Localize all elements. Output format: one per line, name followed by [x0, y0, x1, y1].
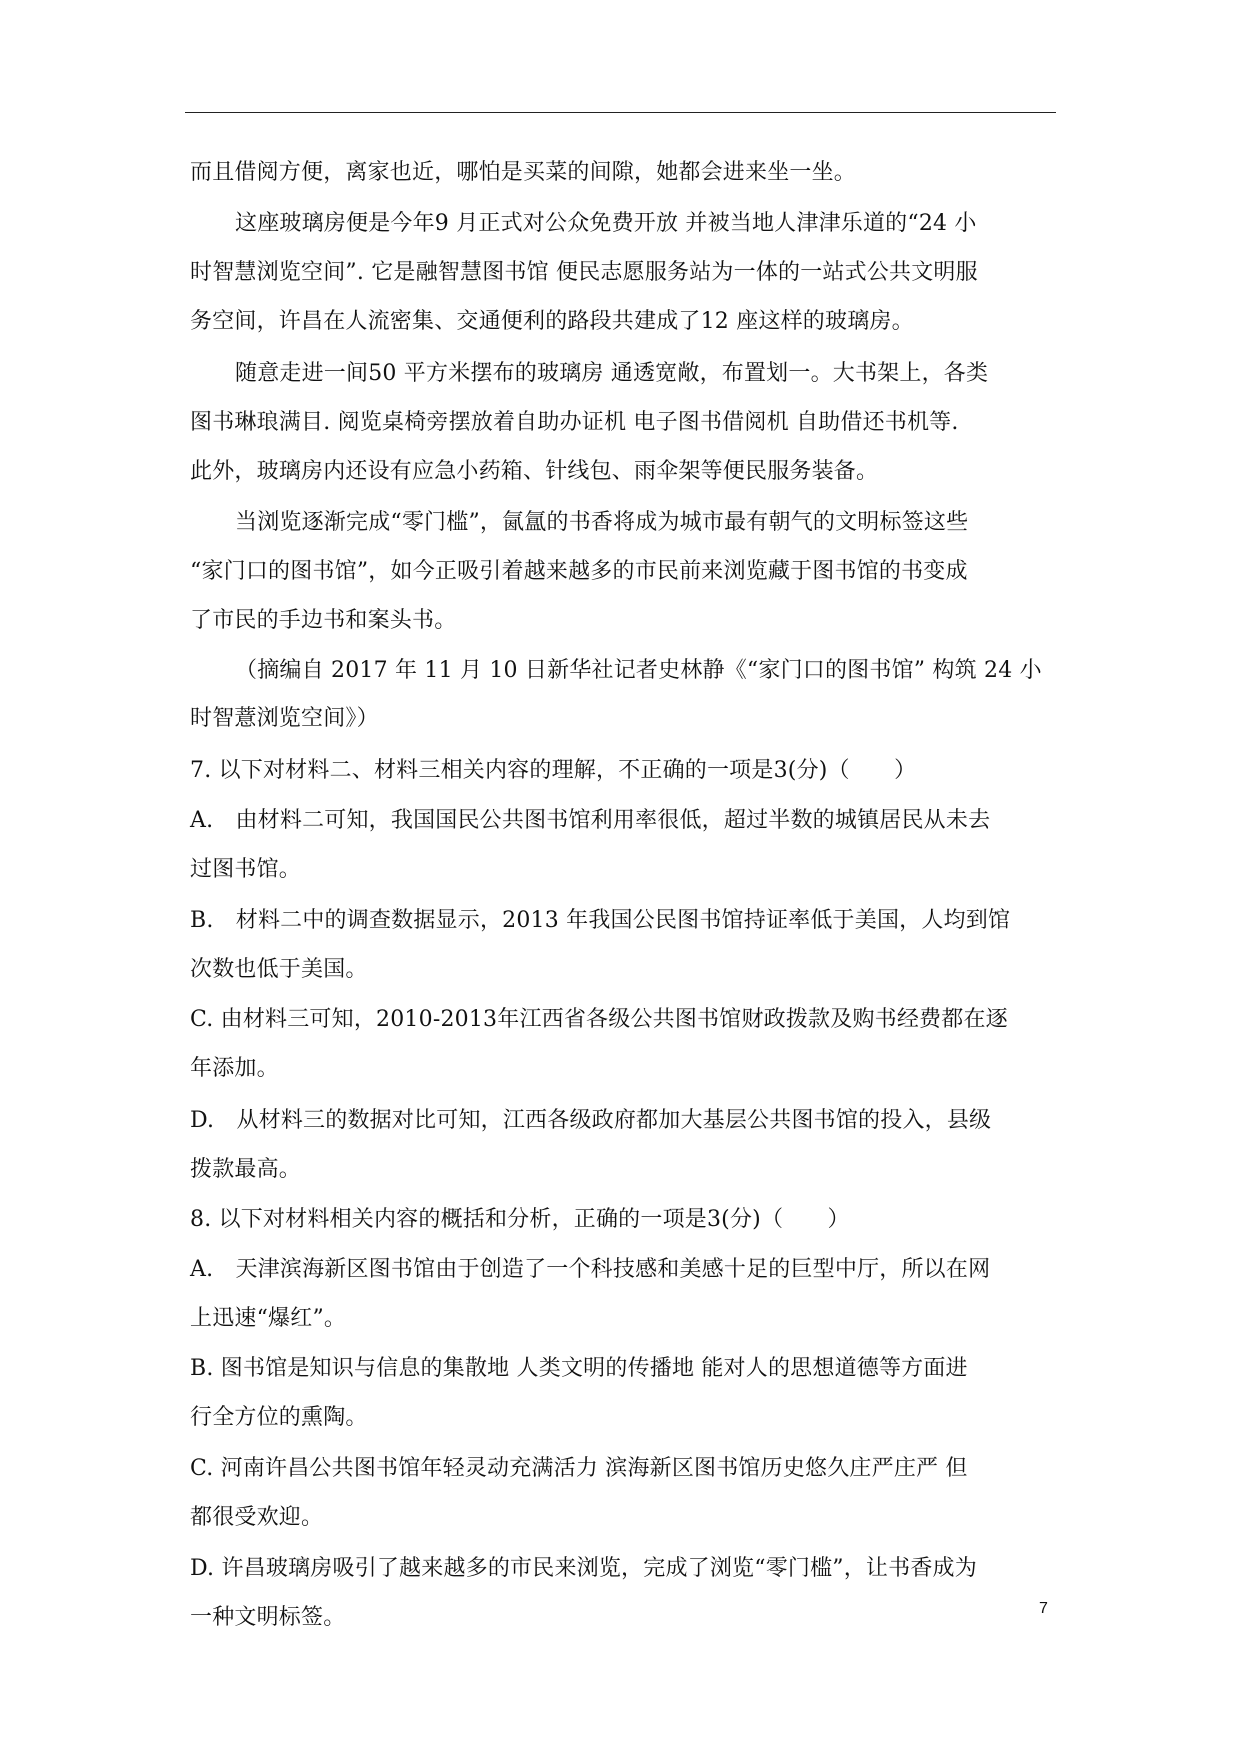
- option-7d-cont: 拨款最高。: [190, 1157, 302, 1182]
- option-7c-cont: 年添加。: [190, 1056, 279, 1081]
- option-8a-cont: 上迅速“爆红”。: [190, 1306, 347, 1331]
- option-7a: A. 由材料二可知，我国国民公共图书馆利用率很低，超过半数的城镇居民从未去: [190, 808, 991, 833]
- option-7c: C. 由材料三可知，2010-2013年江西省各级公共图书馆财政拨款及购书经费都在逐: [190, 1007, 1008, 1032]
- option-8d: D. 许昌玻璃房吸引了越来越多的市民来浏览，完成了浏览“零门槛”，让书香成为: [190, 1556, 977, 1581]
- option-8b: B. 图书馆是知识与信息的集散地 人类文明的传播地 能对人的思想道德等方面进: [190, 1356, 968, 1381]
- text-line: 这座玻璃房便是今年9 月正式对公众免费开放 并被当地人津津乐道的“24 小: [235, 211, 977, 236]
- option-7a-cont: 过图书馆。: [190, 857, 302, 882]
- option-7b-cont: 次数也低于美国。: [190, 957, 368, 982]
- text-line: 随意走进一间50 平方米摆布的玻璃房 通透宽敞，布置划一。大书架上，各类: [235, 361, 989, 386]
- text-line: 而且借阅方便，离家也近，哪怕是买菜的间隙，她都会进来坐一坐。: [190, 160, 857, 185]
- text-line: 了市民的手边书和案头书。: [190, 608, 457, 633]
- option-8b-cont: 行全方位的熏陶。: [190, 1405, 368, 1430]
- citation-line: 时智薏浏览空间》）: [190, 706, 379, 731]
- text-line: “家门口的图书馆”，如今正吸引着越来越多的市民前来浏览藏于图书馆的书变成: [190, 559, 968, 584]
- question-7: 7. 以下对材料二、材料三相关内容的理解，不正确的一项是3(分)（ ）: [190, 758, 917, 783]
- option-8c: C. 河南许昌公共图书馆年轻灵动充满活力 滨海新区图书馆历史悠久庄严庄严 但: [190, 1456, 968, 1481]
- text-line: 时智慧浏览空间”. 它是融智慧图书馆 便民志愿服务站为一体的一站式公共文明服: [190, 260, 978, 285]
- option-8c-cont: 都很受欢迎。: [190, 1505, 324, 1530]
- option-7b: B. 材料二中的调查数据显示，2013 年我国公民图书馆持证率低于美国，人均到馆: [190, 908, 1011, 933]
- option-8a: A. 天津滨海新区图书馆由于创造了一个科技感和美感十足的巨型中厅，所以在网: [190, 1257, 991, 1282]
- option-7d: D. 从材料三的数据对比可知，江西各级政府都加大基层公共图书馆的投入，县级: [190, 1108, 992, 1133]
- text-line: 图书琳琅满目. 阅览桌椅旁摆放着自助办证机 电子图书借阅机 自助借还书机等.: [190, 410, 959, 435]
- text-line: 此外，玻璃房内还设有应急小药箱、针线包、雨伞架等便民服务装备。: [190, 459, 879, 484]
- text-line: 务空间，许昌在人流密集、交通便利的路段共建成了12 座这样的玻璃房。: [190, 309, 914, 334]
- text-line: 当浏览逐渐完成“零门槛”，氤氲的书香将成为城市最有朝气的文明标签这些: [235, 510, 969, 535]
- question-8: 8. 以下对材料相关内容的概括和分析，正确的一项是3(分)（ ）: [190, 1207, 850, 1232]
- citation-line: （摘编自 2017 年 11 月 10 日新华社记者史林静《“家门口的图书馆” 构筑 24 小: [235, 658, 1042, 683]
- page-number: 7: [1039, 1600, 1048, 1617]
- header-rule: [185, 112, 1056, 113]
- option-8d-cont: 一种文明标签。: [190, 1605, 346, 1630]
